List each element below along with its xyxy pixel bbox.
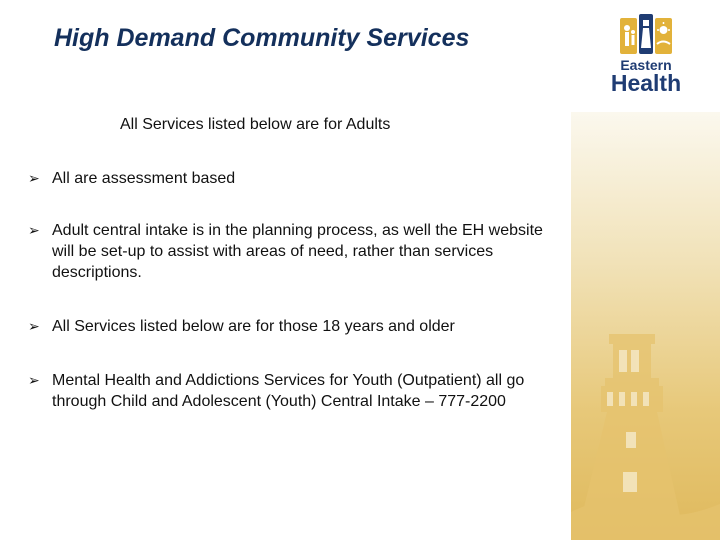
arrow-bullet-icon: ➢ [28,222,40,238]
arrow-bullet-icon: ➢ [28,318,40,334]
logo-mark-icon [596,14,696,58]
eastern-health-logo [596,14,696,98]
logo-text-eastern: Eastern [620,57,672,73]
bullet-text: Mental Health and Addictions Services for Youth (Outpatient) all go through Child and Adolescent (Youth) Central Intake – 777-2200 [52,372,525,410]
logo-text-health: Health [610,70,682,96]
bullet-text: Adult central intake is in the planning process, as well the EH website will be set-up to assist with areas of need, rather than services descriptions. [52,222,543,281]
slide-title: High Demand Community Services [54,24,470,52]
bullet-text: All Services listed below are for those 18 years and older [52,318,455,335]
lighthouse-icon [571,112,720,540]
logo-wordmark [596,58,696,94]
decorative-sidebar [571,112,720,540]
slide-subtitle: All Services listed below are for Adults [120,116,391,133]
arrow-bullet-icon: ➢ [28,170,40,186]
bullet-text: All are assessment based [52,170,236,187]
arrow-bullet-icon: ➢ [28,372,40,388]
